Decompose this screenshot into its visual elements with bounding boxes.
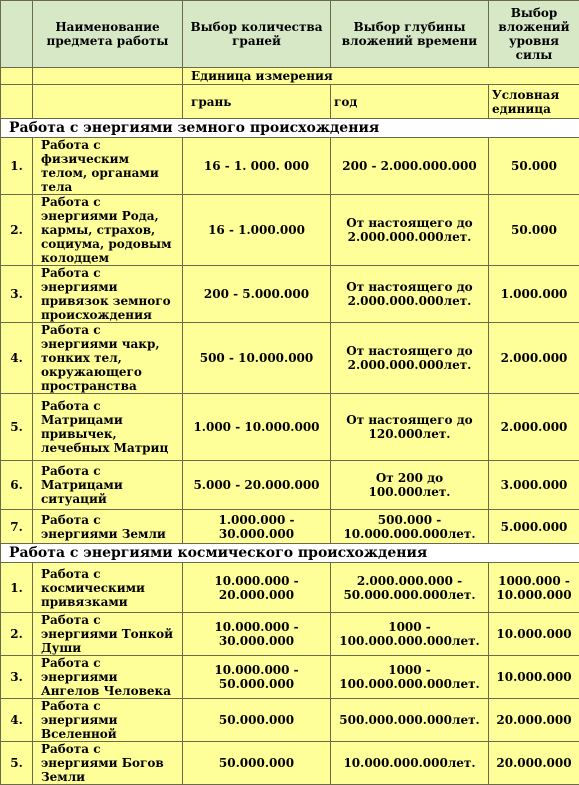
row-faces: 1.000.000 - 30.000.000 [183,510,331,544]
unit-power: Условная единица [489,85,579,119]
section-header [1,544,579,563]
row-name: Работа с энергиями Рода, кармы, страхов, социума, родовым колодцем [33,195,183,266]
row-depth: 1000 - 100.000.000.000лет. [331,656,489,699]
row-faces: 10.000.000 - 20.000.000 [183,563,331,613]
table-row [1,510,579,544]
col-name-header: Наименование предмета работы [33,1,183,68]
row-number: 3. [1,656,33,699]
table-row [1,323,579,394]
units-row [1,85,579,119]
row-depth: 1000 - 100.000.000.000лет. [331,613,489,656]
row-number: 2. [1,613,33,656]
row-power: 1.000.000 [489,266,579,323]
row-number: 1. [1,138,33,195]
row-depth: 10.000.000.000лет. [331,742,489,785]
row-power: 1000.000 - 10.000.000 [489,563,579,613]
row-name: Работа с энергиями Земли [33,510,183,544]
row-power: 10.000.000 [489,613,579,656]
table-row [1,563,579,613]
row-faces: 16 - 1. 000. 000 [183,138,331,195]
col-faces-header: Выбор количества граней [183,1,331,68]
row-number: 5. [1,742,33,785]
row-faces: 50.000.000 [183,699,331,742]
row-faces: 500 - 10.000.000 [183,323,331,394]
units-title: Единица измерения [183,68,579,85]
row-depth: От настоящего до 120.000лет. [331,394,489,461]
table-row [1,742,579,785]
row-power: 2.000.000 [489,323,579,394]
row-power: 20.000.000 [489,742,579,785]
row-power: 50.000 [489,195,579,266]
table-row [1,656,579,699]
row-depth: 500.000 - 10.000.000.000лет. [331,510,489,544]
row-number: 3. [1,266,33,323]
row-number: 4. [1,323,33,394]
row-power: 10.000.000 [489,656,579,699]
row-name: Работа с Матрицами ситуаций [33,461,183,510]
row-name: Работа с физическим телом, органами тела [33,138,183,195]
row-depth: От 200 до 100.000лет. [331,461,489,510]
row-name: Работа с энергиями Тонкой Души [33,613,183,656]
row-faces: 10.000.000 - 30.000.000 [183,613,331,656]
row-name: Работа с энергиями чакр, тонких тел, окружающего пространства [33,323,183,394]
row-number: 4. [1,699,33,742]
row-faces: 50.000.000 [183,742,331,785]
row-power: 3.000.000 [489,461,579,510]
section-header [1,119,579,138]
row-name: Работа с энергиями Богов Земли [33,742,183,785]
table-row [1,266,579,323]
table-row [1,461,579,510]
row-name: Работа с энергиями Ангелов Человека [33,656,183,699]
table-row [1,394,579,461]
row-power: 50.000 [489,138,579,195]
row-name: Работа с энергиями Вселенной [33,699,183,742]
table-row [1,613,579,656]
row-number: 6. [1,461,33,510]
table-row [1,138,579,195]
row-depth: От настоящего до 2.000.000.000лет. [331,195,489,266]
row-name: Работа с Матрицами привычек, лечебных Матриц [33,394,183,461]
row-faces: 5.000 - 20.000.000 [183,461,331,510]
row-number: 5. [1,394,33,461]
row-power: 5.000.000 [489,510,579,544]
row-name: Работа с космическими привязками [33,563,183,613]
header-row [1,1,579,68]
col-power-header: Выбор вложений уровня силы [489,1,579,68]
col-depth-header: Выбор глубины вложений времени [331,1,489,68]
row-name: Работа с энергиями привязок земного происхождения [33,266,183,323]
row-depth: 200 - 2.000.000.000 [331,138,489,195]
row-depth: От настоящего до 2.000.000.000лет. [331,323,489,394]
row-power: 2.000.000 [489,394,579,461]
row-faces: 10.000.000 - 50.000.000 [183,656,331,699]
units-title-row [1,68,579,85]
section-title: Работа с энергиями космического происхождения [1,544,579,563]
row-number: 1. [1,563,33,613]
unit-depth: год [331,85,489,119]
row-faces: 16 - 1.000.000 [183,195,331,266]
row-number: 7. [1,510,33,544]
table-row [1,195,579,266]
unit-faces: грань [183,85,331,119]
row-depth: От настоящего до 2.000.000.000лет. [331,266,489,323]
row-depth: 500.000.000.000лет. [331,699,489,742]
row-power: 20.000.000 [489,699,579,742]
row-faces: 1.000 - 10.000.000 [183,394,331,461]
table-row [1,699,579,742]
row-depth: 2.000.000.000 - 50.000.000.000лет. [331,563,489,613]
row-number: 2. [1,195,33,266]
row-faces: 200 - 5.000.000 [183,266,331,323]
section-title: Работа с энергиями земного происхождения [1,119,579,138]
